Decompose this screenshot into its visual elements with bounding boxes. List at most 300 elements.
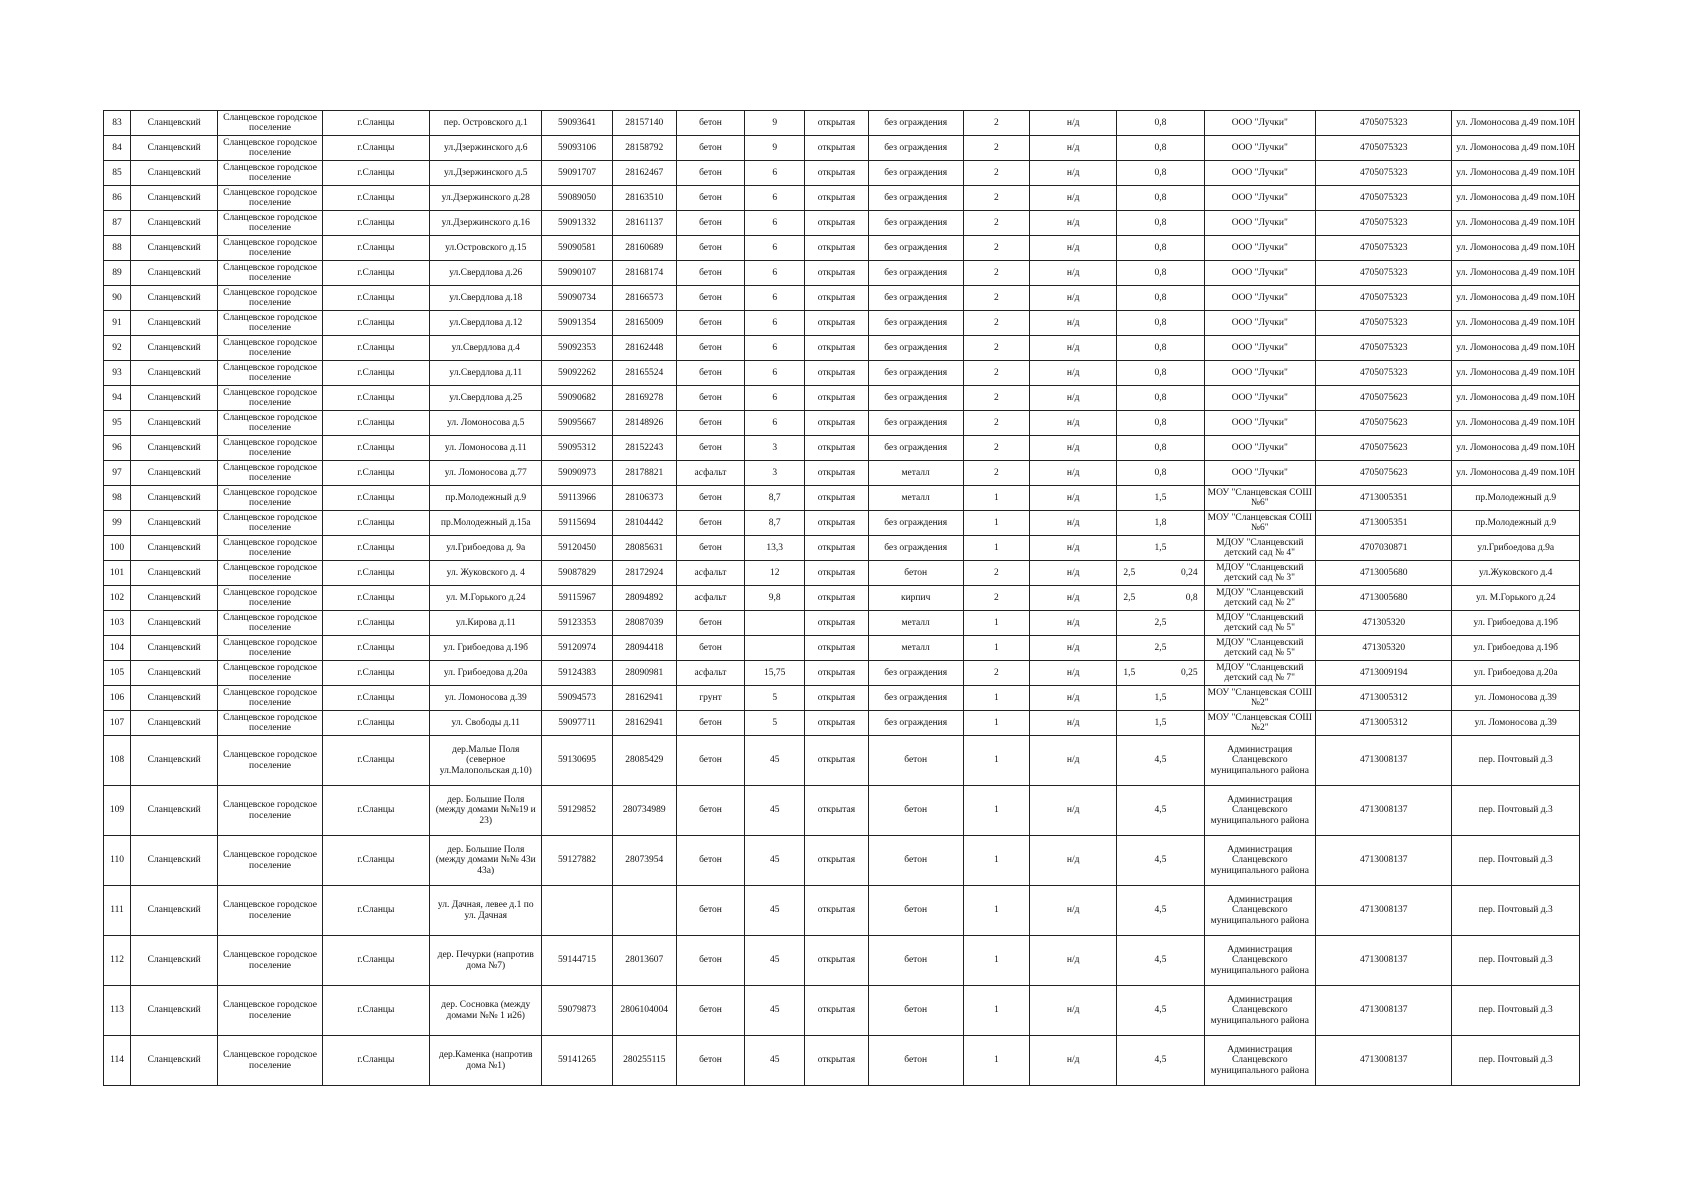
locality-cell: г.Сланцы <box>322 336 429 361</box>
longitude-code-cell: 28158792 <box>612 136 676 161</box>
owner-address-cell: ул. Ломоносова д.49 пом.10Н <box>1452 286 1580 311</box>
locality-cell: г.Сланцы <box>322 736 429 786</box>
table-row <box>104 986 1580 1036</box>
site-type-cell: открытая <box>805 311 868 336</box>
fence-cell: бетон <box>868 561 963 586</box>
owner-inn-cell: 4705075323 <box>1315 261 1451 286</box>
container-volume-cell: 4,5 <box>1117 836 1204 886</box>
container-volume-cell: 4,5 <box>1117 886 1204 936</box>
fence-cell: бетон <box>868 986 963 1036</box>
site-type-cell: открытая <box>805 111 868 136</box>
container-count-cell: 1 <box>963 486 1029 511</box>
table-row <box>104 311 1580 336</box>
owner-org-cell: МДОУ "Сланцевский детский сад № 5" <box>1204 611 1315 636</box>
settlement-cell: Сланцевское городское поселение <box>218 586 322 611</box>
fence-cell: бетон <box>868 1036 963 1086</box>
owner-org-cell: ООО "Лучки" <box>1204 111 1315 136</box>
owner-org-cell: МДОУ "Сланцевский детский сад № 7" <box>1204 661 1315 686</box>
settlement-cell: Сланцевское городское поселение <box>218 836 322 886</box>
area-cell: 6 <box>745 411 805 436</box>
owner-inn-cell: 4705075323 <box>1315 186 1451 211</box>
owner-address-cell: ул. Ломоносова д.49 пом.10Н <box>1452 311 1580 336</box>
surface-cell: бетон <box>676 361 744 386</box>
table-row <box>104 886 1580 936</box>
area-cell: 45 <box>745 836 805 886</box>
owner-inn-cell: 4713008137 <box>1315 886 1451 936</box>
volume-note-cell: н/д <box>1030 286 1117 311</box>
latitude-code-cell: 59090107 <box>542 261 612 286</box>
surface-cell: бетон <box>676 986 744 1036</box>
table-row <box>104 836 1580 886</box>
table-row <box>104 936 1580 986</box>
district-cell: Сланцевский <box>131 511 218 536</box>
area-cell: 6 <box>745 386 805 411</box>
longitude-code-cell: 28162448 <box>612 336 676 361</box>
locality-cell: г.Сланцы <box>322 511 429 536</box>
owner-address-cell: пер. Почтовый д.3 <box>1452 836 1580 886</box>
owner-org-cell: Администрация Сланцевского муниципального района <box>1204 736 1315 786</box>
container-volume-extra-value: 0,25 <box>1180 667 1198 678</box>
area-cell: 6 <box>745 286 805 311</box>
district-cell: Сланцевский <box>131 661 218 686</box>
fence-cell: без ограждения <box>868 286 963 311</box>
volume-note-cell: н/д <box>1030 561 1117 586</box>
owner-inn-cell: 4713005312 <box>1315 686 1451 711</box>
settlement-cell: Сланцевское городское поселение <box>218 236 322 261</box>
volume-note-cell: н/д <box>1030 536 1117 561</box>
container-count-cell: 2 <box>963 211 1029 236</box>
owner-org-cell: Администрация Сланцевского муниципального района <box>1204 886 1315 936</box>
volume-note-cell: н/д <box>1030 586 1117 611</box>
owner-inn-cell: 4705075323 <box>1315 361 1451 386</box>
owner-address-cell: ул.Грибоедова д.9а <box>1452 536 1580 561</box>
area-cell: 6 <box>745 361 805 386</box>
owner-org-cell: Администрация Сланцевского муниципального района <box>1204 1036 1315 1086</box>
locality-cell: г.Сланцы <box>322 661 429 686</box>
site-address-cell: ул. Грибоедова д.19б <box>430 636 542 661</box>
area-cell: 15,75 <box>745 661 805 686</box>
container-volume-cell: 0,8 <box>1117 236 1204 261</box>
longitude-code-cell: 28157140 <box>612 111 676 136</box>
owner-address-cell: пер. Почтовый д.3 <box>1452 886 1580 936</box>
table-row <box>104 136 1580 161</box>
district-cell: Сланцевский <box>131 411 218 436</box>
locality-cell: г.Сланцы <box>322 686 429 711</box>
container-count-cell: 1 <box>963 711 1029 736</box>
longitude-code-cell: 28148926 <box>612 411 676 436</box>
longitude-code-cell: 28162941 <box>612 711 676 736</box>
latitude-code-cell: 59120974 <box>542 636 612 661</box>
site-address-cell: пер. Островского д.1 <box>430 111 542 136</box>
locality-cell: г.Сланцы <box>322 986 429 1036</box>
surface-cell: бетон <box>676 1036 744 1086</box>
locality-cell: г.Сланцы <box>322 486 429 511</box>
settlement-cell: Сланцевское городское поселение <box>218 311 322 336</box>
surface-cell: бетон <box>676 936 744 986</box>
owner-org-cell: ООО "Лучки" <box>1204 286 1315 311</box>
owner-inn-cell: 4713005312 <box>1315 711 1451 736</box>
area-cell: 9,8 <box>745 586 805 611</box>
surface-cell: асфальт <box>676 661 744 686</box>
settlement-cell: Сланцевское городское поселение <box>218 1036 322 1086</box>
table-row <box>104 336 1580 361</box>
container-volume-cell: 0,8 <box>1117 136 1204 161</box>
row-number-cell: 106 <box>104 686 131 711</box>
settlement-cell: Сланцевское городское поселение <box>218 261 322 286</box>
fence-cell: без ограждения <box>868 361 963 386</box>
district-cell: Сланцевский <box>131 236 218 261</box>
latitude-code-cell: 59095667 <box>542 411 612 436</box>
longitude-code-cell: 28106373 <box>612 486 676 511</box>
container-count-cell: 2 <box>963 261 1029 286</box>
owner-org-cell: МОУ "Сланцевская СОШ №6" <box>1204 511 1315 536</box>
latitude-code-cell: 59091354 <box>542 311 612 336</box>
fence-cell: металл <box>868 636 963 661</box>
site-address-cell: ул.Свердлова д.11 <box>430 361 542 386</box>
fence-cell: металл <box>868 461 963 486</box>
surface-cell: асфальт <box>676 561 744 586</box>
owner-org-cell: ООО "Лучки" <box>1204 136 1315 161</box>
surface-cell: бетон <box>676 236 744 261</box>
longitude-code-cell: 28162941 <box>612 686 676 711</box>
owner-address-cell: ул. Ломоносова д.49 пом.10Н <box>1452 336 1580 361</box>
site-address-cell: ул.Дзержинского д.28 <box>430 186 542 211</box>
container-count-cell: 2 <box>963 136 1029 161</box>
surface-cell: бетон <box>676 886 744 936</box>
longitude-code-cell: 28162467 <box>612 161 676 186</box>
district-cell: Сланцевский <box>131 936 218 986</box>
row-number-cell: 87 <box>104 211 131 236</box>
fence-cell: без ограждения <box>868 436 963 461</box>
settlement-cell: Сланцевское городское поселение <box>218 536 322 561</box>
area-cell: 6 <box>745 211 805 236</box>
area-cell: 6 <box>745 261 805 286</box>
table-row <box>104 386 1580 411</box>
settlement-cell: Сланцевское городское поселение <box>218 111 322 136</box>
site-type-cell: открытая <box>805 161 868 186</box>
site-address-cell: дер. Большие Поля (между домами №№19 и 23) <box>430 786 542 836</box>
container-volume-cell: 0,8 <box>1117 411 1204 436</box>
row-number-cell: 83 <box>104 111 131 136</box>
owner-org-cell: МДОУ "Сланцевский детский сад № 2" <box>1204 586 1315 611</box>
owner-address-cell: ул. Ломоносова д.49 пом.10Н <box>1452 436 1580 461</box>
fence-cell: без ограждения <box>868 386 963 411</box>
row-number-cell: 110 <box>104 836 131 886</box>
row-number-cell: 92 <box>104 336 131 361</box>
settlement-cell: Сланцевское городское поселение <box>218 886 322 936</box>
latitude-code-cell: 59115967 <box>542 586 612 611</box>
row-number-cell: 103 <box>104 611 131 636</box>
table-row <box>104 436 1580 461</box>
table-row <box>104 236 1580 261</box>
owner-org-cell: ООО "Лучки" <box>1204 386 1315 411</box>
site-type-cell: открытая <box>805 786 868 836</box>
locality-cell: г.Сланцы <box>322 311 429 336</box>
longitude-code-cell: 28152243 <box>612 436 676 461</box>
row-number-cell: 96 <box>104 436 131 461</box>
surface-cell: бетон <box>676 311 744 336</box>
table-row <box>104 661 1580 686</box>
volume-note-cell: н/д <box>1030 486 1117 511</box>
fence-cell: без ограждения <box>868 236 963 261</box>
settlement-cell: Сланцевское городское поселение <box>218 486 322 511</box>
site-type-cell: открытая <box>805 1036 868 1086</box>
surface-cell: бетон <box>676 736 744 786</box>
site-type-cell: открытая <box>805 586 868 611</box>
district-cell: Сланцевский <box>131 386 218 411</box>
site-type-cell: открытая <box>805 436 868 461</box>
owner-inn-cell: 4713008137 <box>1315 936 1451 986</box>
row-number-cell: 91 <box>104 311 131 336</box>
site-address-cell: ул.Свердлова д.12 <box>430 311 542 336</box>
area-cell: 3 <box>745 461 805 486</box>
volume-note-cell: н/д <box>1030 636 1117 661</box>
container-volume-cell: 0,8 <box>1117 436 1204 461</box>
latitude-code-cell: 59094573 <box>542 686 612 711</box>
site-address-cell: ул.Дзержинского д.5 <box>430 161 542 186</box>
locality-cell: г.Сланцы <box>322 586 429 611</box>
district-cell: Сланцевский <box>131 311 218 336</box>
row-number-cell: 112 <box>104 936 131 986</box>
owner-inn-cell: 4705075323 <box>1315 136 1451 161</box>
longitude-code-cell: 28163510 <box>612 186 676 211</box>
settlement-cell: Сланцевское городское поселение <box>218 136 322 161</box>
owner-org-cell: МОУ "Сланцевская СОШ №2" <box>1204 686 1315 711</box>
surface-cell: бетон <box>676 411 744 436</box>
surface-cell: бетон <box>676 611 744 636</box>
container-volume-extra-value: 0,8 <box>1185 592 1198 603</box>
district-cell: Сланцевский <box>131 486 218 511</box>
area-cell: 6 <box>745 236 805 261</box>
container-count-cell: 1 <box>963 611 1029 636</box>
district-cell: Сланцевский <box>131 461 218 486</box>
surface-cell: бетон <box>676 161 744 186</box>
owner-org-cell: МДОУ "Сланцевский детский сад № 5" <box>1204 636 1315 661</box>
latitude-code-cell: 59091332 <box>542 211 612 236</box>
container-count-cell: 2 <box>963 161 1029 186</box>
volume-note-cell: н/д <box>1030 886 1117 936</box>
fence-cell: бетон <box>868 736 963 786</box>
owner-inn-cell: 4705075623 <box>1315 461 1451 486</box>
owner-org-cell: ООО "Лучки" <box>1204 461 1315 486</box>
latitude-code-cell: 59079873 <box>542 986 612 1036</box>
container-count-cell: 1 <box>963 936 1029 986</box>
site-type-cell: открытая <box>805 211 868 236</box>
table-row <box>104 786 1580 836</box>
surface-cell: бетон <box>676 836 744 886</box>
locality-cell: г.Сланцы <box>322 261 429 286</box>
row-number-cell: 109 <box>104 786 131 836</box>
table-row <box>104 161 1580 186</box>
owner-inn-cell: 471305320 <box>1315 611 1451 636</box>
container-volume-cell: 0,8 <box>1117 461 1204 486</box>
row-number-cell: 101 <box>104 561 131 586</box>
district-cell: Сланцевский <box>131 711 218 736</box>
site-type-cell: открытая <box>805 236 868 261</box>
locality-cell: г.Сланцы <box>322 386 429 411</box>
owner-address-cell: ул.Жуковского д.4 <box>1452 561 1580 586</box>
fence-cell: без ограждения <box>868 311 963 336</box>
owner-inn-cell: 4705075623 <box>1315 411 1451 436</box>
container-volume-cell: 0,8 <box>1117 336 1204 361</box>
volume-note-cell: н/д <box>1030 386 1117 411</box>
settlement-cell: Сланцевское городское поселение <box>218 661 322 686</box>
locality-cell: г.Сланцы <box>322 286 429 311</box>
latitude-code-cell: 59090682 <box>542 386 612 411</box>
container-volume-value: 1,5 <box>1123 667 1136 678</box>
settlement-cell: Сланцевское городское поселение <box>218 711 322 736</box>
district-cell: Сланцевский <box>131 611 218 636</box>
volume-note-cell: н/д <box>1030 661 1117 686</box>
owner-inn-cell: 4713005680 <box>1315 586 1451 611</box>
volume-note-cell: н/д <box>1030 936 1117 986</box>
row-number-cell: 94 <box>104 386 131 411</box>
latitude-code-cell: 59123353 <box>542 611 612 636</box>
container-volume-cell <box>1117 661 1204 686</box>
owner-inn-cell: 4705075323 <box>1315 336 1451 361</box>
longitude-code-cell: 28172924 <box>612 561 676 586</box>
site-type-cell: открытая <box>805 711 868 736</box>
locality-cell: г.Сланцы <box>322 886 429 936</box>
locality-cell: г.Сланцы <box>322 111 429 136</box>
container-count-cell: 2 <box>963 436 1029 461</box>
site-type-cell: открытая <box>805 836 868 886</box>
locality-cell: г.Сланцы <box>322 611 429 636</box>
site-address-cell: ул.Дзержинского д.6 <box>430 136 542 161</box>
longitude-code-cell: 28169278 <box>612 386 676 411</box>
site-address-cell: ул. Ломоносова д.5 <box>430 411 542 436</box>
settlement-cell: Сланцевское городское поселение <box>218 786 322 836</box>
owner-address-cell: пер. Почтовый д.3 <box>1452 786 1580 836</box>
area-cell: 6 <box>745 311 805 336</box>
longitude-code-cell: 28094892 <box>612 586 676 611</box>
latitude-code-cell: 59093106 <box>542 136 612 161</box>
volume-note-cell: н/д <box>1030 361 1117 386</box>
surface-cell: бетон <box>676 211 744 236</box>
district-cell: Сланцевский <box>131 111 218 136</box>
district-cell: Сланцевский <box>131 336 218 361</box>
volume-note-cell: н/д <box>1030 136 1117 161</box>
site-address-cell: ул.Кирова д.11 <box>430 611 542 636</box>
owner-inn-cell: 4713008137 <box>1315 986 1451 1036</box>
district-cell: Сланцевский <box>131 561 218 586</box>
row-number-cell: 104 <box>104 636 131 661</box>
volume-note-cell: н/д <box>1030 236 1117 261</box>
owner-address-cell: ул. Грибоедова д.19б <box>1452 636 1580 661</box>
area-cell: 6 <box>745 186 805 211</box>
longitude-code-cell: 28165524 <box>612 361 676 386</box>
district-cell: Сланцевский <box>131 536 218 561</box>
volume-note-cell: н/д <box>1030 786 1117 836</box>
table-row <box>104 211 1580 236</box>
volume-note-cell: н/д <box>1030 986 1117 1036</box>
container-volume-cell: 1,8 <box>1117 511 1204 536</box>
district-cell: Сланцевский <box>131 211 218 236</box>
site-address-cell: ул.Дзержинского д.16 <box>430 211 542 236</box>
fence-cell: без ограждения <box>868 161 963 186</box>
container-count-cell: 1 <box>963 636 1029 661</box>
container-volume-cell: 0,8 <box>1117 286 1204 311</box>
fence-cell: без ограждения <box>868 136 963 161</box>
owner-org-cell: МДОУ "Сланцевский детский сад № 4" <box>1204 536 1315 561</box>
latitude-code-cell: 59130695 <box>542 736 612 786</box>
latitude-code-cell: 59092353 <box>542 336 612 361</box>
settlement-cell: Сланцевское городское поселение <box>218 686 322 711</box>
container-count-cell: 1 <box>963 786 1029 836</box>
volume-note-cell: н/д <box>1030 461 1117 486</box>
longitude-code-cell: 28085429 <box>612 736 676 786</box>
site-type-cell: открытая <box>805 386 868 411</box>
locality-cell: г.Сланцы <box>322 436 429 461</box>
site-address-cell: ул. Грибоедова д.20а <box>430 661 542 686</box>
container-volume-cell: 0,8 <box>1117 361 1204 386</box>
owner-org-cell: Администрация Сланцевского муниципального района <box>1204 936 1315 986</box>
area-cell: 8,7 <box>745 486 805 511</box>
site-type-cell: открытая <box>805 986 868 1036</box>
locality-cell: г.Сланцы <box>322 161 429 186</box>
locality-cell: г.Сланцы <box>322 711 429 736</box>
owner-org-cell: ООО "Лучки" <box>1204 336 1315 361</box>
site-type-cell: открытая <box>805 411 868 436</box>
row-number-cell: 99 <box>104 511 131 536</box>
site-type-cell: открытая <box>805 261 868 286</box>
latitude-code-cell: 59120450 <box>542 536 612 561</box>
longitude-code-cell: 28013607 <box>612 936 676 986</box>
site-address-cell: ул. Ломоносова д.11 <box>430 436 542 461</box>
owner-address-cell: ул. Ломоносова д.49 пом.10Н <box>1452 136 1580 161</box>
latitude-code-cell: 59093641 <box>542 111 612 136</box>
container-count-cell: 2 <box>963 586 1029 611</box>
row-number-cell: 97 <box>104 461 131 486</box>
container-volume-cell: 0,8 <box>1117 386 1204 411</box>
container-volume-cell: 4,5 <box>1117 786 1204 836</box>
owner-inn-cell: 4713009194 <box>1315 661 1451 686</box>
latitude-code-cell: 59091707 <box>542 161 612 186</box>
longitude-code-cell: 28087039 <box>612 611 676 636</box>
container-count-cell: 1 <box>963 686 1029 711</box>
fence-cell: бетон <box>868 786 963 836</box>
latitude-code-cell <box>542 886 612 936</box>
settlement-cell: Сланцевское городское поселение <box>218 386 322 411</box>
site-type-cell: открытая <box>805 186 868 211</box>
longitude-code-cell: 280734989 <box>612 786 676 836</box>
site-type-cell: открытая <box>805 686 868 711</box>
owner-inn-cell: 4713005351 <box>1315 511 1451 536</box>
owner-org-cell: Администрация Сланцевского муниципального района <box>1204 786 1315 836</box>
container-volume-cell: 4,5 <box>1117 736 1204 786</box>
district-cell: Сланцевский <box>131 636 218 661</box>
locality-cell: г.Сланцы <box>322 836 429 886</box>
locality-cell: г.Сланцы <box>322 186 429 211</box>
owner-address-cell: пр.Молодежный д.9 <box>1452 511 1580 536</box>
owner-inn-cell: 4705075323 <box>1315 211 1451 236</box>
owner-org-cell: Администрация Сланцевского муниципального района <box>1204 836 1315 886</box>
fence-cell: без ограждения <box>868 511 963 536</box>
container-count-cell: 2 <box>963 561 1029 586</box>
container-volume-cell: 2,5 <box>1117 636 1204 661</box>
fence-cell: без ограждения <box>868 661 963 686</box>
latitude-code-cell: 59089050 <box>542 186 612 211</box>
volume-note-cell: н/д <box>1030 436 1117 461</box>
fence-cell: без ограждения <box>868 261 963 286</box>
latitude-code-cell: 59113966 <box>542 486 612 511</box>
surface-cell: грунт <box>676 686 744 711</box>
surface-cell: бетон <box>676 711 744 736</box>
district-cell: Сланцевский <box>131 586 218 611</box>
site-address-cell: дер.Малые Поля (северное ул.Малопольская д.10) <box>430 736 542 786</box>
owner-inn-cell: 4705075623 <box>1315 436 1451 461</box>
volume-note-cell: н/д <box>1030 686 1117 711</box>
